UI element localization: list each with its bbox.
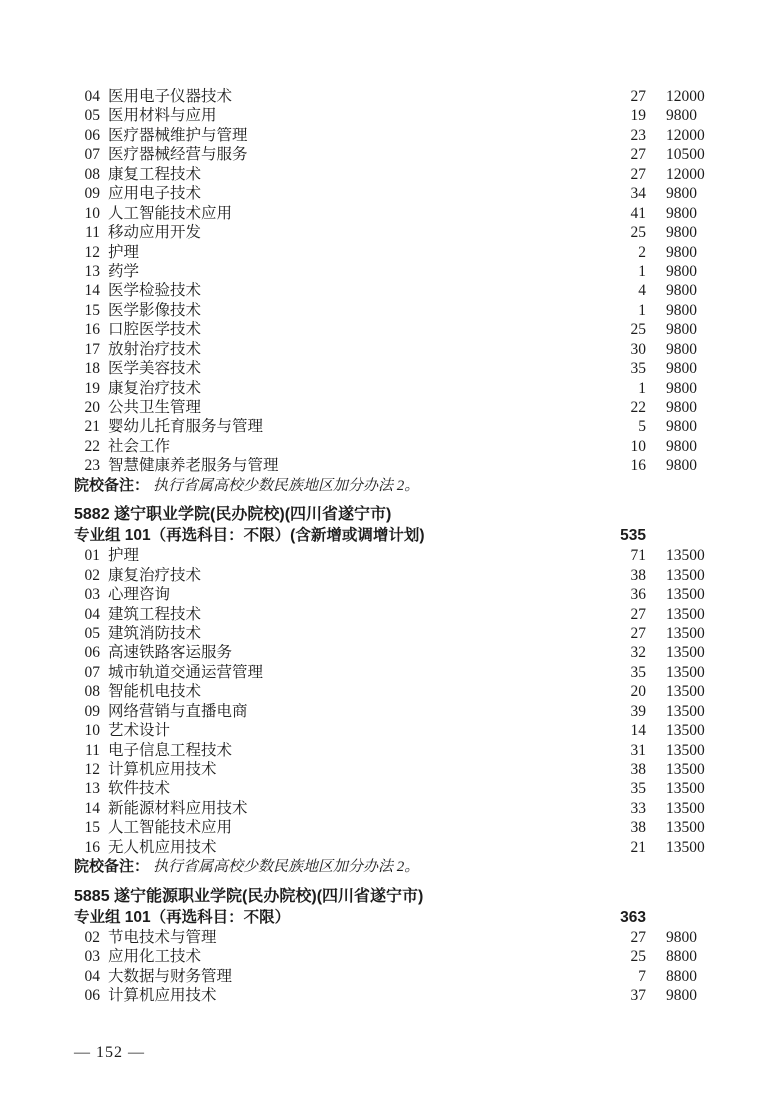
program-row <box>60 87 720 106</box>
program-name: 医用材料与应用 <box>108 107 217 125</box>
program-name: 城市轨道交通运营管理 <box>108 663 264 681</box>
tuition-fee: 9800 <box>666 243 697 261</box>
program-row <box>60 223 720 242</box>
program-name: 建筑消防技术 <box>108 624 202 642</box>
plan-count: 19 <box>630 107 646 125</box>
program-code: 08 <box>84 165 100 183</box>
program-row <box>60 243 720 262</box>
tuition-fee: 13500 <box>666 761 705 778</box>
program-code: 04 <box>84 967 100 985</box>
plan-count: 31 <box>630 741 646 759</box>
major-group-label: 专业组 101（再选科目：不限） <box>74 908 291 926</box>
remark-text: 执行省属高校少数民族地区加分办法 2。 <box>153 477 420 494</box>
program-code: 09 <box>84 702 100 720</box>
plan-count: 1 <box>638 262 646 280</box>
remark-text: 执行省属高校少数民族地区加分办法 2。 <box>153 859 420 876</box>
major-group-label: 专业组 101（再选科目：不限）(含新增或调增计划) <box>74 527 425 545</box>
program-code: 07 <box>84 146 100 164</box>
plan-count: 1 <box>638 379 646 397</box>
program-row <box>60 281 720 300</box>
program-name: 智慧健康养老服务与管理 <box>108 457 279 475</box>
tuition-fee: 9800 <box>666 185 697 203</box>
program-name: 康复治疗技术 <box>108 379 202 397</box>
program-row <box>60 741 720 760</box>
plan-count: 34 <box>630 185 646 203</box>
institution-header: 5885 遂宁能源职业学院(民办院校)(四川省遂宁市) <box>74 887 424 905</box>
plan-count: 7 <box>638 967 646 985</box>
program-name: 医用电子仪器技术 <box>108 88 233 105</box>
program-code: 02 <box>84 928 100 946</box>
tuition-fee: 13500 <box>666 819 705 837</box>
tuition-fee: 9800 <box>666 321 697 339</box>
program-row <box>60 986 720 1005</box>
program-code: 18 <box>84 360 100 378</box>
tuition-fee: 9800 <box>666 340 697 358</box>
program-code: 13 <box>84 780 100 798</box>
tuition-fee: 9800 <box>666 986 697 1004</box>
plan-count: 37 <box>630 986 646 1004</box>
program-code: 20 <box>84 399 100 416</box>
program-row <box>60 320 720 339</box>
program-row <box>60 106 720 125</box>
program-row <box>60 340 720 359</box>
program-code: 05 <box>84 624 100 642</box>
plan-count: 25 <box>630 321 646 339</box>
plan-count: 5 <box>638 418 646 436</box>
tuition-fee: 13500 <box>666 663 705 681</box>
tuition-fee: 8800 <box>666 948 697 966</box>
plan-count: 71 <box>630 547 646 565</box>
tuition-fee: 9800 <box>666 360 697 378</box>
tuition-fee: 9800 <box>666 457 697 475</box>
tuition-fee: 9800 <box>666 107 697 125</box>
tuition-fee: 9800 <box>666 301 697 319</box>
plan-count: 27 <box>630 624 646 642</box>
program-row <box>60 928 720 947</box>
plan-count: 25 <box>630 224 646 242</box>
plan-count: 22 <box>630 399 646 416</box>
program-code: 09 <box>84 185 100 203</box>
remark-label: 院校备注： <box>74 476 150 494</box>
plan-count: 16 <box>630 457 646 475</box>
tuition-fee: 13500 <box>666 644 705 662</box>
program-name: 医疗器械维护与管理 <box>108 126 248 144</box>
program-row <box>60 359 720 378</box>
tuition-fee: 10500 <box>666 146 705 164</box>
program-code: 13 <box>84 262 100 280</box>
tuition-fee: 13500 <box>666 566 705 584</box>
page-number: — 152 — <box>74 1044 145 1061</box>
program-name: 建筑工程技术 <box>108 605 202 623</box>
program-code: 19 <box>84 379 100 397</box>
program-code: 21 <box>84 418 100 436</box>
tuition-fee: 12000 <box>666 165 705 183</box>
plan-count: 14 <box>630 722 646 740</box>
program-code: 16 <box>84 321 100 339</box>
tuition-fee: 13500 <box>666 702 705 720</box>
program-row <box>60 184 720 203</box>
program-row <box>60 126 720 145</box>
program-name: 智能机电技术 <box>108 683 202 701</box>
program-row <box>60 145 720 164</box>
tuition-fee: 9800 <box>666 262 697 280</box>
program-code: 10 <box>84 722 100 740</box>
plan-count: 35 <box>630 360 646 378</box>
tuition-fee: 13500 <box>666 838 705 856</box>
program-name: 公共卫生管理 <box>108 399 202 416</box>
program-row <box>60 760 720 779</box>
program-row <box>60 437 720 456</box>
program-row <box>60 546 720 565</box>
program-code: 23 <box>84 457 100 475</box>
tuition-fee: 12000 <box>666 88 705 105</box>
program-name: 应用电子技术 <box>108 185 202 203</box>
program-code: 06 <box>84 986 100 1004</box>
remark-line <box>60 476 720 495</box>
major-group-plan-count: 535 <box>620 527 646 545</box>
plan-count: 20 <box>630 683 646 701</box>
program-row <box>60 417 720 436</box>
program-row <box>60 301 720 320</box>
plan-count: 36 <box>630 586 646 604</box>
program-row <box>60 566 720 585</box>
tuition-fee: 13500 <box>666 586 705 604</box>
program-row <box>60 947 720 966</box>
program-code: 14 <box>84 282 100 300</box>
tuition-fee: 13500 <box>666 547 705 565</box>
program-code: 03 <box>84 948 100 966</box>
program-name: 网络营销与直播电商 <box>108 702 248 720</box>
program-row <box>60 204 720 223</box>
program-code: 01 <box>84 547 100 565</box>
program-code: 17 <box>84 340 100 358</box>
program-row <box>60 379 720 398</box>
program-name: 艺术设计 <box>108 722 171 740</box>
program-name: 高速铁路客运服务 <box>108 644 233 662</box>
program-name: 软件技术 <box>108 780 171 798</box>
plan-count: 27 <box>630 605 646 623</box>
program-name: 医学检验技术 <box>108 282 202 300</box>
major-group-plan-count: 363 <box>620 908 646 926</box>
program-name: 无人机应用技术 <box>108 838 217 856</box>
program-row <box>60 165 720 184</box>
major-group-line <box>60 525 720 546</box>
program-row <box>60 624 720 643</box>
program-name: 应用化工技术 <box>108 948 202 966</box>
program-code: 06 <box>84 644 100 662</box>
program-name: 康复治疗技术 <box>108 566 202 584</box>
major-group-line <box>60 907 720 928</box>
tuition-fee: 13500 <box>666 624 705 642</box>
tuition-fee: 13500 <box>666 683 705 701</box>
program-code: 07 <box>84 663 100 681</box>
plan-count: 35 <box>630 663 646 681</box>
program-code: 04 <box>84 88 100 105</box>
program-code: 04 <box>84 605 100 623</box>
program-row <box>60 702 720 721</box>
plan-count: 27 <box>630 165 646 183</box>
program-name: 节电技术与管理 <box>108 928 217 946</box>
spacer <box>646 907 720 928</box>
continuation-section <box>60 87 720 495</box>
program-code: 12 <box>84 243 100 261</box>
plan-count: 38 <box>630 761 646 778</box>
remark-line <box>60 857 720 876</box>
plan-count: 27 <box>630 928 646 946</box>
plan-count: 32 <box>630 644 646 662</box>
tuition-fee: 8800 <box>666 967 697 985</box>
program-row <box>60 398 720 417</box>
program-name: 医疗器械经营与服务 <box>108 146 248 164</box>
tuition-fee: 9800 <box>666 928 697 946</box>
program-code: 11 <box>85 224 100 242</box>
program-code: 03 <box>84 586 100 604</box>
plan-count: 27 <box>630 146 646 164</box>
plan-count: 41 <box>630 204 646 222</box>
program-code: 15 <box>84 819 100 837</box>
program-name: 放射治疗技术 <box>108 340 202 358</box>
tuition-fee: 9800 <box>666 204 697 222</box>
tuition-fee: 13500 <box>666 741 705 759</box>
tuition-fee: 9800 <box>666 224 697 242</box>
program-name: 大数据与财务管理 <box>108 967 233 985</box>
tuition-fee: 13500 <box>666 780 705 798</box>
admission-plan-table <box>60 87 720 1005</box>
program-code: 11 <box>85 741 100 759</box>
tuition-fee: 13500 <box>666 799 705 817</box>
plan-count: 33 <box>630 799 646 817</box>
program-name: 护理 <box>108 243 140 261</box>
program-row <box>60 818 720 837</box>
plan-count: 2 <box>638 243 646 261</box>
plan-count: 1 <box>638 301 646 319</box>
program-name: 心理咨询 <box>108 586 171 604</box>
program-name: 社会工作 <box>108 437 171 455</box>
program-name: 移动应用开发 <box>108 224 202 242</box>
program-row <box>60 605 720 624</box>
program-name: 新能源材料应用技术 <box>108 799 248 817</box>
program-row <box>60 779 720 798</box>
plan-count: 23 <box>630 126 646 144</box>
program-name: 医学影像技术 <box>108 301 202 319</box>
plan-count: 38 <box>630 566 646 584</box>
program-row <box>60 682 720 701</box>
plan-count: 39 <box>630 702 646 720</box>
program-row <box>60 838 720 857</box>
program-code: 10 <box>84 204 100 222</box>
plan-count: 10 <box>630 437 646 455</box>
tuition-fee: 9800 <box>666 282 697 300</box>
program-code: 22 <box>84 437 100 455</box>
tuition-fee: 9800 <box>666 399 697 416</box>
plan-count: 25 <box>630 948 646 966</box>
program-code: 05 <box>84 107 100 125</box>
program-code: 12 <box>84 761 100 778</box>
program-code: 16 <box>84 838 100 856</box>
plan-count: 35 <box>630 780 646 798</box>
program-name: 医学美容技术 <box>108 360 202 378</box>
program-code: 15 <box>84 301 100 319</box>
program-code: 08 <box>84 683 100 701</box>
program-row <box>60 643 720 662</box>
program-name: 人工智能技术应用 <box>108 819 233 837</box>
plan-count: 21 <box>630 838 646 856</box>
program-name: 护理 <box>108 547 140 565</box>
plan-count: 38 <box>630 819 646 837</box>
program-row <box>60 456 720 475</box>
tuition-fee: 9800 <box>666 418 697 436</box>
tuition-fee: 9800 <box>666 379 697 397</box>
program-name: 康复工程技术 <box>108 165 202 183</box>
program-name: 药学 <box>108 262 140 280</box>
program-name: 计算机应用技术 <box>108 986 217 1004</box>
institution-section <box>60 504 720 876</box>
program-row <box>60 585 720 604</box>
plan-count: 27 <box>630 88 646 105</box>
program-row <box>60 799 720 818</box>
institution-section <box>60 886 720 1006</box>
program-name: 人工智能技术应用 <box>108 204 233 222</box>
tuition-fee: 12000 <box>666 126 705 144</box>
spacer <box>646 525 720 546</box>
program-name: 婴幼儿托育服务与管理 <box>108 418 264 436</box>
program-name: 计算机应用技术 <box>108 761 217 778</box>
program-name: 口腔医学技术 <box>108 321 202 339</box>
tuition-fee: 13500 <box>666 722 705 740</box>
program-row <box>60 721 720 740</box>
program-row <box>60 967 720 986</box>
tuition-fee: 9800 <box>666 437 697 455</box>
tuition-fee: 13500 <box>666 605 705 623</box>
program-code: 02 <box>84 566 100 584</box>
program-row <box>60 663 720 682</box>
plan-count: 4 <box>638 282 646 300</box>
program-name: 电子信息工程技术 <box>108 741 233 759</box>
plan-count: 30 <box>630 340 646 358</box>
program-row <box>60 262 720 281</box>
institution-header: 5882 遂宁职业学院(民办院校)(四川省遂宁市) <box>74 506 392 524</box>
program-code: 06 <box>84 126 100 144</box>
remark-label: 院校备注： <box>74 858 150 876</box>
program-code: 14 <box>84 799 100 817</box>
